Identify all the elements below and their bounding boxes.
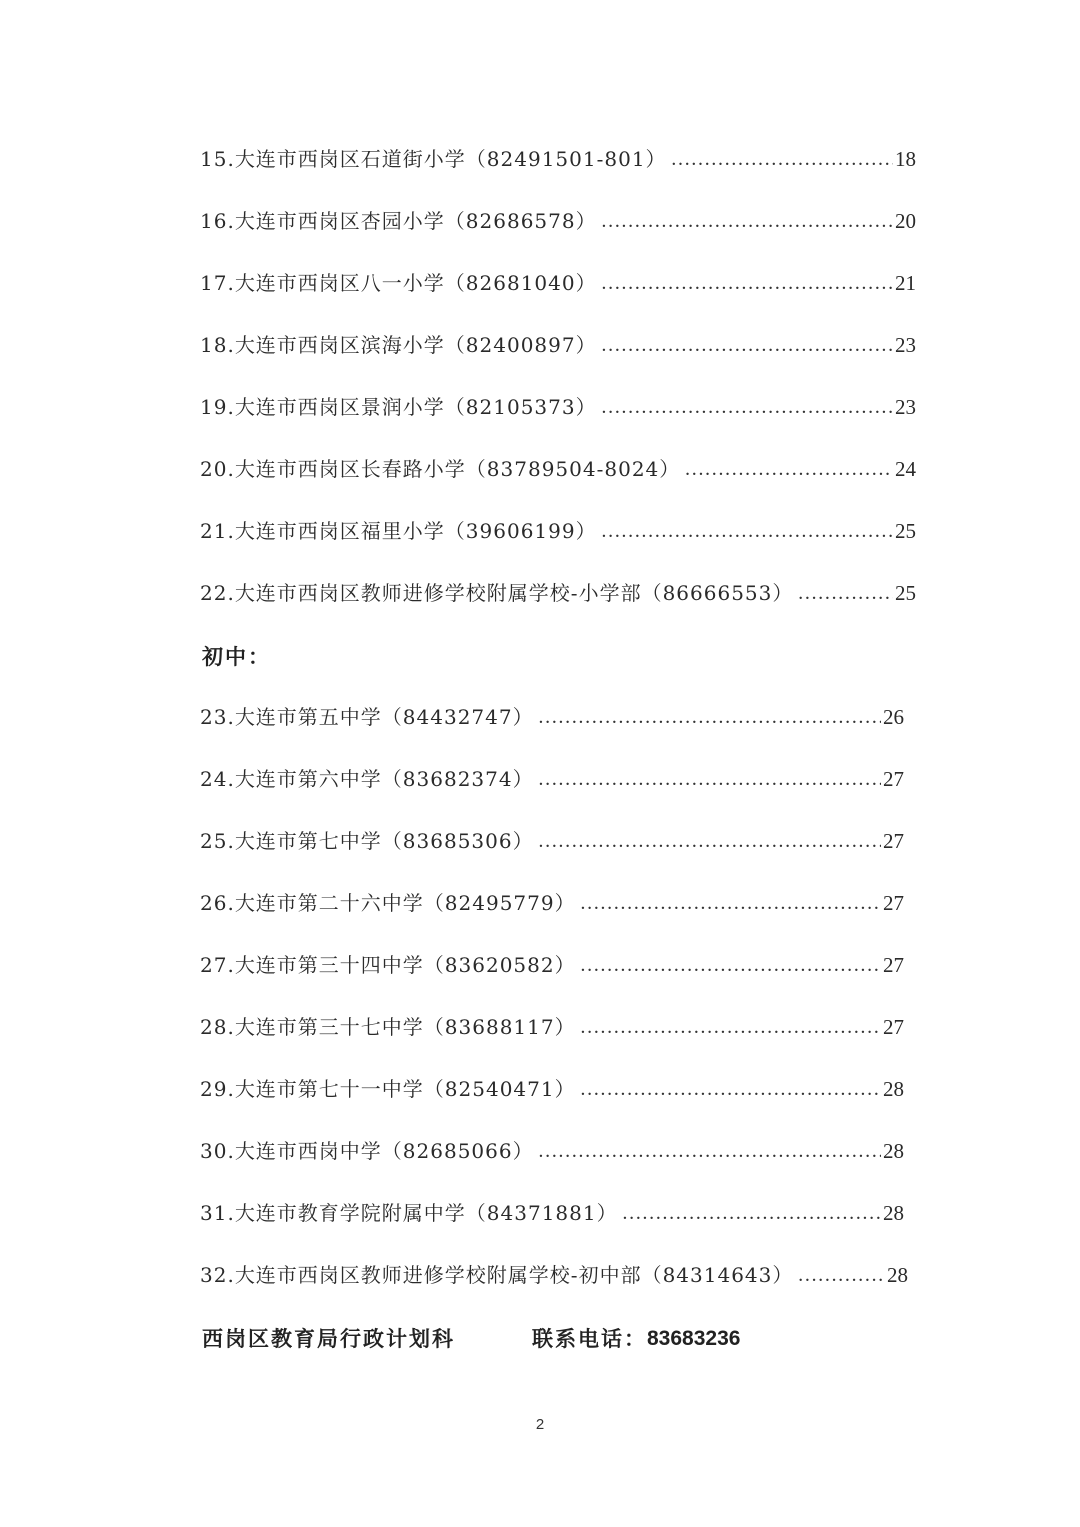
toc-entry-15 <box>200 143 916 175</box>
toc-entry-page: 25 <box>895 519 916 543</box>
phone-number: 83683236 <box>647 1327 741 1350</box>
toc-entry-label: 大连市西岗区长春路小学（83789504-8024） <box>234 457 681 481</box>
toc-entry-label: 大连市西岗区滨海小学（82400897） <box>234 333 597 357</box>
toc-entry-number: 27. <box>200 953 235 977</box>
toc-entry-16 <box>200 205 916 237</box>
toc-entry-page: 18 <box>895 147 916 171</box>
toc-entry-label: 大连市第五中学（84432747） <box>234 705 534 729</box>
toc-entry-page: 21 <box>895 271 916 295</box>
toc-entry-page: 28 <box>883 1201 904 1225</box>
dot-leader <box>580 887 881 919</box>
toc-entry-number: 19. <box>200 395 235 419</box>
footer-contact <box>202 1322 740 1356</box>
toc-entry-page: 27 <box>883 1015 904 1039</box>
toc-entry-17 <box>200 267 916 299</box>
dot-leader <box>671 143 893 175</box>
toc-entry-page: 20 <box>895 209 916 233</box>
toc-entry-label: 大连市西岗区石道街小学（82491501-801） <box>234 147 667 171</box>
toc-entry-31 <box>200 1197 904 1229</box>
toc-entry-label: 大连市第七十一中学（82540471） <box>234 1077 576 1101</box>
toc-entry-18 <box>200 329 916 361</box>
dot-leader <box>538 825 881 857</box>
toc-entry-29 <box>200 1073 904 1105</box>
toc-entry-28 <box>200 1011 904 1043</box>
dot-leader <box>601 391 893 423</box>
department-name: 西岗区教育局行政计划科 <box>202 1326 455 1351</box>
toc-entry-number: 29. <box>200 1077 235 1101</box>
toc-entry-number: 17. <box>200 271 235 295</box>
toc-entry-label: 大连市西岗区景润小学（82105373） <box>234 395 597 419</box>
toc-entry-page: 23 <box>895 333 916 357</box>
toc-entry-24 <box>200 763 904 795</box>
toc-entry-page: 24 <box>895 457 916 481</box>
toc-entry-label: 大连市西岗中学（82685066） <box>234 1139 534 1163</box>
toc-entry-number: 23. <box>200 705 235 729</box>
toc-entry-label: 大连市第三十四中学（83620582） <box>234 953 576 977</box>
toc-entry-25 <box>200 825 904 857</box>
dot-leader <box>601 515 893 547</box>
toc-entry-label: 大连市第二十六中学（82495779） <box>234 891 576 915</box>
toc-entry-number: 15. <box>200 147 235 171</box>
toc-entry-label: 大连市第七中学（83685306） <box>234 829 534 853</box>
toc-entry-19 <box>200 391 916 423</box>
toc-entry-number: 16. <box>200 209 235 233</box>
dot-leader <box>684 453 893 485</box>
dot-leader <box>580 1011 881 1043</box>
toc-entry-page: 25 <box>895 581 916 605</box>
dot-leader <box>538 701 881 733</box>
toc-entry-number: 24. <box>200 767 235 791</box>
dot-leader <box>797 1259 885 1291</box>
toc-entry-label: 大连市西岗区杏园小学（82686578） <box>234 209 597 233</box>
toc-entry-number: 28. <box>200 1015 235 1039</box>
toc-entry-label: 大连市西岗区教师进修学校附属学校-初中部（84314643） <box>234 1263 794 1287</box>
toc-entry-number: 25. <box>200 829 235 853</box>
dot-leader <box>601 267 893 299</box>
toc-entry-label: 大连市西岗区福里小学（39606199） <box>234 519 597 543</box>
toc-entry-21 <box>200 515 916 547</box>
toc-entry-page: 26 <box>883 705 904 729</box>
dot-leader <box>601 205 893 237</box>
page-number: 2 <box>535 1416 545 1433</box>
toc-entry-label: 大连市西岗区教师进修学校附属学校-小学部（86666553） <box>234 581 794 605</box>
dot-leader <box>797 577 893 609</box>
toc-entry-22 <box>200 577 916 609</box>
phone-label: 联系电话： <box>532 1326 647 1351</box>
toc-entry-number: 18. <box>200 333 235 357</box>
toc-entry-number: 22. <box>200 581 235 605</box>
dot-leader <box>538 1135 881 1167</box>
toc-entry-32 <box>200 1259 908 1291</box>
toc-entry-label: 大连市第三十七中学（83688117） <box>234 1015 576 1039</box>
toc-entry-page: 27 <box>883 891 904 915</box>
toc-entry-23 <box>200 701 904 733</box>
dot-leader <box>538 763 881 795</box>
toc-entry-27 <box>200 949 904 981</box>
toc-entry-20 <box>200 453 916 485</box>
toc-entry-page: 27 <box>883 953 904 977</box>
toc-entry-page: 28 <box>883 1077 904 1101</box>
toc-entry-page: 27 <box>883 767 904 791</box>
toc-entry-number: 32. <box>200 1263 235 1287</box>
section-heading-junior: 初中： <box>202 644 271 669</box>
dot-leader <box>580 1073 881 1105</box>
toc-entry-number: 30. <box>200 1139 235 1163</box>
toc-entry-number: 20. <box>200 457 235 481</box>
dot-leader <box>580 949 881 981</box>
toc-entry-page: 28 <box>883 1139 904 1163</box>
toc-entry-30 <box>200 1135 904 1167</box>
toc-entry-label: 大连市西岗区八一小学（82681040） <box>234 271 597 295</box>
toc-entry-26 <box>200 887 904 919</box>
toc-entry-number: 21. <box>200 519 235 543</box>
toc-entry-page: 28 <box>887 1263 908 1287</box>
toc-entry-page: 23 <box>895 395 916 419</box>
dot-leader <box>622 1197 881 1229</box>
toc-entry-label: 大连市教育学院附属中学（84371881） <box>234 1201 618 1225</box>
toc-entry-label: 大连市第六中学（83682374） <box>234 767 534 791</box>
toc-entry-page: 27 <box>883 829 904 853</box>
toc-entry-number: 31. <box>200 1201 235 1225</box>
dot-leader <box>601 329 893 361</box>
toc-entry-number: 26. <box>200 891 235 915</box>
